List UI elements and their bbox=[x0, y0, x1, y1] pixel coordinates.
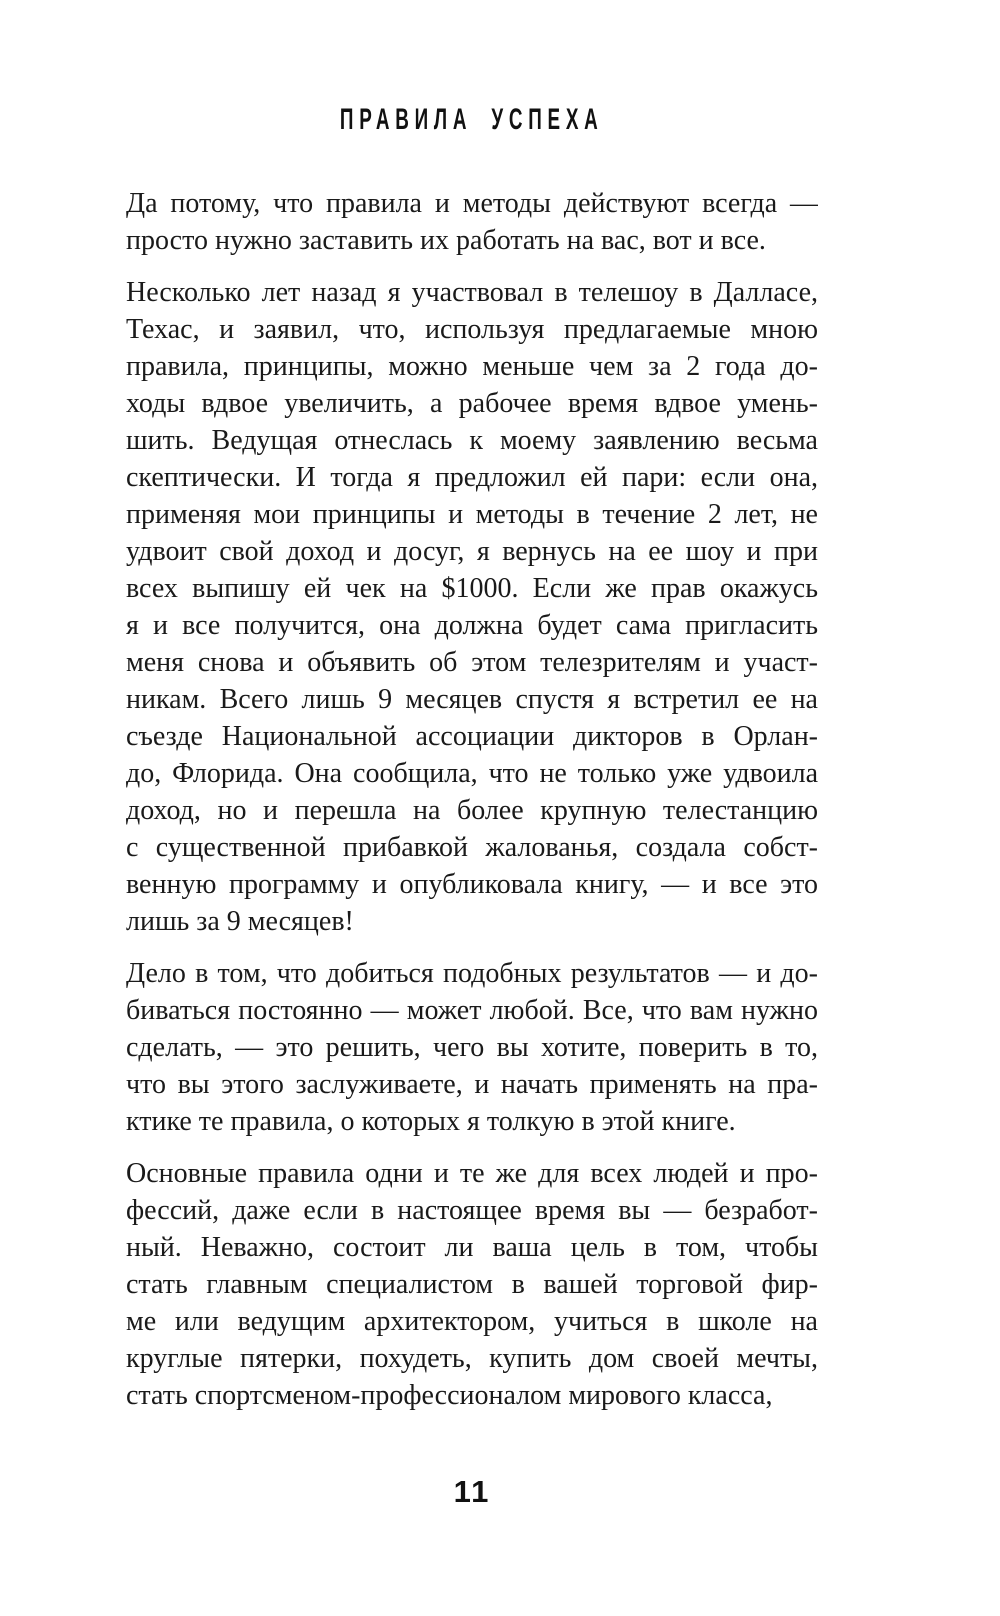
text-line: доход, но и перешла на более крупную телестанцию bbox=[126, 795, 818, 826]
text-line: применяя мои принципы и методы в течение 2 лет, не bbox=[126, 499, 818, 530]
text-line: я и все получится, она должна будет сама пригласить bbox=[126, 610, 818, 641]
text-line: ходы вдвое увеличить, а рабочее время вдвое умень- bbox=[126, 388, 818, 419]
running-header-text: ПРАВИЛА УСПЕХА bbox=[340, 102, 604, 136]
text-line: шить. Ведущая отнеслась к моему заявлению весьма bbox=[126, 425, 818, 456]
paragraph bbox=[126, 274, 818, 940]
text-line: лишь за 9 месяцев! bbox=[126, 906, 354, 937]
text-line: правила, принципы, можно меньше чем за 2 года до- bbox=[126, 351, 818, 382]
text-line: венную программу и опубликовала книгу, — и все это bbox=[126, 869, 818, 900]
paragraph bbox=[126, 185, 818, 259]
text-line: просто нужно заставить их работать на вас, вот и все. bbox=[126, 225, 766, 256]
text-line: стать главным специалистом в вашей торговой фир- bbox=[126, 1269, 818, 1300]
text-line: с существенной прибавкой жалованья, создала собст- bbox=[126, 832, 818, 863]
paragraph bbox=[126, 955, 818, 1140]
text-line: круглые пятерки, похудеть, купить дом своей мечты, bbox=[126, 1343, 818, 1374]
text-line: Да потому, что правила и методы действуют всегда — bbox=[126, 188, 818, 219]
text-line: Несколько лет назад я участвовал в телешоу в Далласе, bbox=[126, 277, 818, 308]
text-line: удвоит свой доход и досуг, я вернусь на ее шоу и при bbox=[126, 536, 818, 567]
text-line: стать спортсменом-профессионалом мирового класса, bbox=[126, 1380, 773, 1411]
text-line: сделать, — это решить, чего вы хотите, поверить в то, bbox=[126, 1032, 818, 1063]
text-line: меня снова и объявить об этом телезрителям и участ- bbox=[126, 647, 818, 678]
text-line: Техас, и заявил, что, используя предлагаемые мною bbox=[126, 314, 818, 345]
text-line: биваться постоянно — может любой. Все, что вам нужно bbox=[126, 995, 818, 1026]
text-line: ме или ведущим архитектором, учиться в школе на bbox=[126, 1306, 818, 1337]
text-line: Основные правила одни и те же для всех людей и про- bbox=[126, 1158, 818, 1189]
text-line: съезде Национальной ассоциации дикторов в Орлан- bbox=[126, 721, 818, 752]
text-line: Дело в том, что добиться подобных результатов — и до- bbox=[126, 958, 818, 989]
text-line: фессий, даже если в настоящее время вы — безработ- bbox=[126, 1195, 818, 1226]
text-line: скептически. И тогда я предложил ей пари: если она, bbox=[126, 462, 818, 493]
text-line: ктике те правила, о которых я толкую в этой книге. bbox=[126, 1106, 736, 1137]
text-line: до, Флорида. Она сообщила, что не только уже удвоила bbox=[126, 758, 818, 789]
page-number: 11 bbox=[453, 1474, 491, 1509]
text-line: ный. Неважно, состоит ли ваша цель в том, чтобы bbox=[126, 1232, 818, 1263]
text-line: всех выпишу ей чек на $1000. Если же прав окажусь bbox=[126, 573, 818, 604]
paragraph bbox=[126, 1155, 818, 1414]
text-line: никам. Всего лишь 9 месяцев спустя я встретил ее на bbox=[126, 684, 818, 715]
running-header bbox=[126, 102, 818, 136]
body-text bbox=[126, 185, 818, 1414]
text-line: что вы этого заслуживаете, и начать применять на пра- bbox=[126, 1069, 818, 1100]
